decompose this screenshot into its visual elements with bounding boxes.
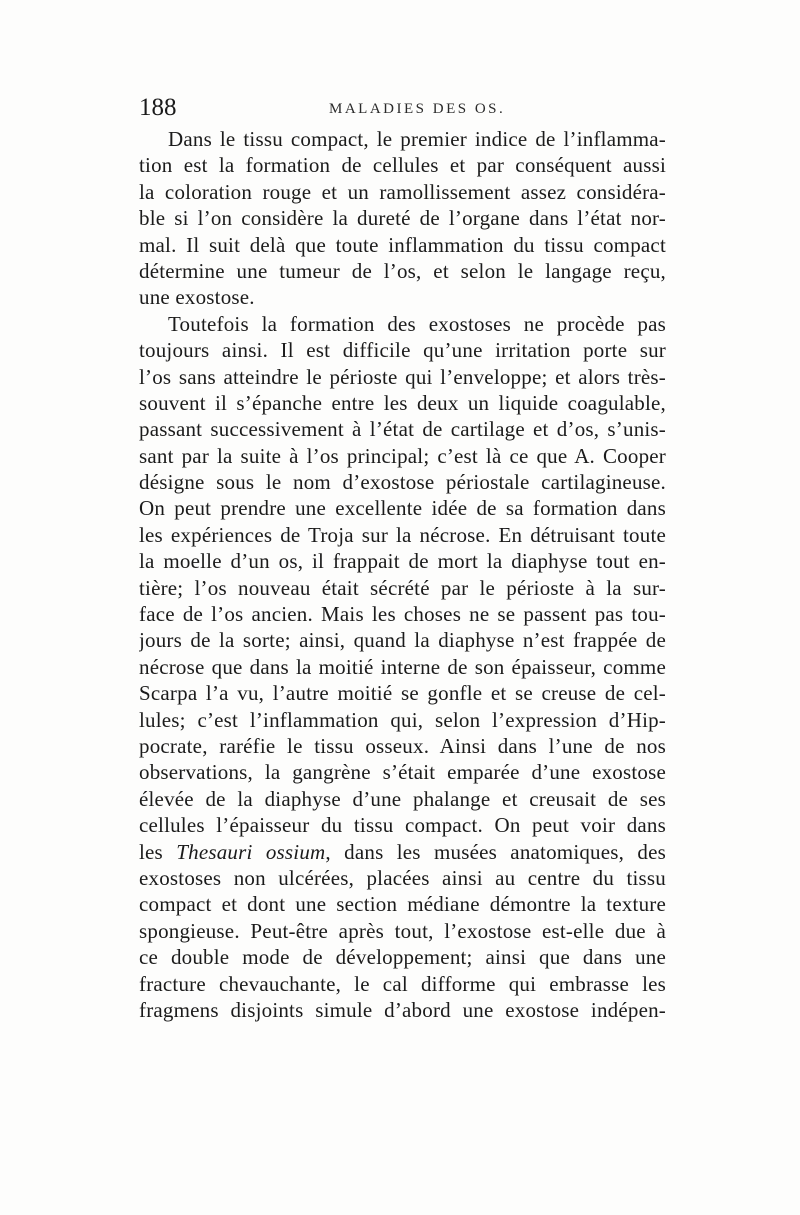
text-line: sant par la suite à l’os principal; c’est là ce que A. Cooper	[139, 443, 666, 468]
text-line: exostoses non ulcérées, placées ainsi au centre du tissu	[139, 865, 666, 890]
text-line: observations, la gangrène s’était emparée d’une exostose	[139, 760, 666, 785]
running-head: MALADIES DES OS.	[329, 101, 506, 117]
text-line: la moelle d’un os, il frappait de mort la diaphyse tout en-	[139, 549, 666, 574]
text-line: ce double mode de développement; ainsi que dans une	[139, 945, 666, 970]
text-line: nécrose que dans la moitié interne de son épaisseur, comme	[139, 654, 666, 679]
text-line: pocrate, raréfie le tissu osseux. Ainsi dans l’une de nos	[139, 733, 666, 758]
page-header	[139, 94, 666, 124]
text-line: cellules l’épaisseur du tissu compact. On peut voir dans	[139, 813, 666, 838]
text-line: toujours ainsi. Il est difficile qu’une irritation porte sur	[139, 338, 666, 363]
text-line: détermine une tumeur de l’os, et selon le langage reçu,	[139, 258, 666, 283]
text-line: face de l’os ancien. Mais les choses ne se passent pas tou-	[139, 602, 666, 627]
text-line	[139, 839, 666, 865]
text-line: passant successivement à l’état de cartilage et d’os, s’unis-	[139, 417, 666, 442]
italic-title: Thesauri ossium	[176, 839, 326, 864]
text-line: On peut prendre une excellente idée de sa formation dans	[139, 496, 666, 521]
text-line: mal. Il suit delà que toute inflammation du tissu compact	[139, 232, 666, 257]
page-number: 188	[139, 94, 177, 121]
text-line: Scarpa l’a vu, l’autre moitié se gonfle et se creuse de cel-	[139, 681, 666, 706]
text-line: jours de la sorte; ainsi, quand la diaphyse n’est frappée de	[139, 628, 666, 653]
text-line: désigne sous le nom d’exostose périostale cartilagineuse.	[139, 470, 666, 495]
text-line: la coloration rouge et un ramollissement assez considéra-	[139, 179, 666, 204]
text-fragment: , dans les musées anatomiques, des	[325, 839, 666, 864]
text-line: fragmens disjoints simule d’abord une exostose indépen-	[139, 997, 666, 1022]
text-line: souvent il s’épanche entre les deux un liquide coagulable,	[139, 390, 666, 415]
text-line: une exostose.	[139, 285, 255, 310]
text-line: Toutefois la formation des exostoses ne procède pas	[168, 311, 666, 336]
text-line: lules; c’est l’inflammation qui, selon l’expression d’Hip-	[139, 707, 666, 732]
text-line: tière; l’os nouveau était sécrété par le périoste à la sur-	[139, 575, 666, 600]
text-line: ble si l’on considère la dureté de l’organe dans l’état nor-	[139, 206, 666, 231]
text-line: élevée de la diaphyse d’une phalange et creusait de ses	[139, 786, 666, 811]
text-fragment: les	[139, 839, 163, 864]
text-line: l’os sans atteindre le périoste qui l’enveloppe; et alors très-	[139, 364, 666, 389]
text-line: Dans le tissu compact, le premier indice de l’inflamma-	[168, 127, 666, 151]
text-line: compact et dont une section médiane démontre la texture	[139, 892, 666, 917]
text-line: les expériences de Troja sur la nécrose. En détruisant toute	[139, 522, 666, 547]
text-line: tion est la formation de cellules et par conséquent aussi	[139, 153, 666, 178]
text-line: fracture chevauchante, le cal difforme qui embrasse les	[139, 971, 666, 996]
text-line: spongieuse. Peut-être après tout, l’exostose est-elle due à	[139, 918, 666, 943]
body-text	[139, 126, 666, 1023]
